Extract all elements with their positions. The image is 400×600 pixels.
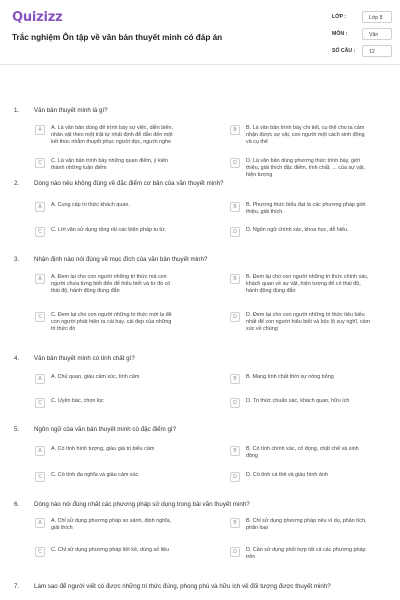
option-line: C. Lời văn sử dụng rộng rãi các biện pháp tu từ. xyxy=(51,227,167,233)
meta-label: LỚP : xyxy=(332,14,347,20)
option-letter-box: D xyxy=(230,227,240,237)
header-divider xyxy=(0,64,400,65)
option-line: thành những luận điểm xyxy=(51,165,107,172)
option-line: A. Cung cấp tri thức khách quan. xyxy=(51,202,130,208)
option-text xyxy=(51,274,170,296)
option-letter-box: B xyxy=(230,446,240,456)
option-text xyxy=(246,374,334,381)
option-line: thiệu, giải thích đặc điểm, tính chất, ... của sự vật, xyxy=(246,165,365,172)
option-line: hành động đúng đắn xyxy=(246,288,296,295)
option-letter-box: D xyxy=(230,398,240,408)
question-text: Nhận định nào nói đúng về mục đích của văn bản thuyết minh? xyxy=(34,256,208,263)
option-line: hiện tượng xyxy=(246,172,273,179)
option-letter-box: B xyxy=(230,518,240,528)
option-line: D. Ngôn ngữ chính xác, khoa học, dễ hiểu. xyxy=(246,227,349,233)
question-number: 3. xyxy=(14,256,20,263)
option-letter-box: C xyxy=(35,398,45,408)
question-number: 5. xyxy=(14,426,20,433)
option-letter-box: B xyxy=(230,274,240,284)
option-text xyxy=(51,374,139,381)
option-line: B. Mang tính chất thời sự nóng bỏng xyxy=(246,374,334,380)
question-text: Văn bản thuyết minh có tính chất gì? xyxy=(34,355,135,362)
option-text xyxy=(51,312,172,334)
option-line: giải thích xyxy=(51,525,73,532)
option-line: C. Đem lại cho con người những tri thức mới lạ để xyxy=(51,312,172,318)
meta-value: Văn xyxy=(362,28,392,40)
option-line: B. Đem lại cho con người những tri thức chính xác, xyxy=(246,274,369,280)
meta-row-subject xyxy=(332,28,390,42)
option-text xyxy=(246,446,359,460)
option-letter-box: B xyxy=(230,374,240,384)
option-line: kết thúc nhằm thuyết phục người đọc, người nghe xyxy=(51,139,172,146)
option-line: nhận được sự vật, con người một cách sinh động xyxy=(246,132,365,139)
meta-value: 12 xyxy=(362,45,392,57)
option-letter-box: B xyxy=(230,125,240,135)
option-line: A. Chỉ sử dụng phương pháp so sánh, định nghĩa, xyxy=(51,518,172,524)
option-text xyxy=(51,518,171,532)
option-text xyxy=(246,312,370,334)
option-line: và cụ thể xyxy=(246,139,268,146)
meta-panel xyxy=(332,11,390,62)
option-letter-box: A xyxy=(35,202,45,212)
meta-value: Lớp 8 xyxy=(362,11,392,23)
option-letter-box: C xyxy=(35,227,45,237)
option-line: C. Là văn bản trình bày những quan điểm, ý kiến xyxy=(51,158,168,164)
meta-row-grade xyxy=(332,11,390,25)
option-line: khách quan về sự vật, hiện tượng để có thái độ, xyxy=(246,281,361,288)
option-text xyxy=(246,518,366,532)
option-text xyxy=(246,227,349,234)
option-line: D. Có tính cá thể và giàu hình ảnh xyxy=(246,472,328,478)
option-line: C. Uyên bác, chọn lọc xyxy=(51,398,104,404)
option-letter-box: D xyxy=(230,158,240,168)
option-line: D. Cần sử dụng phối hợp tất cả các phương pháp xyxy=(246,547,366,553)
option-text xyxy=(51,446,154,453)
option-letter-box: D xyxy=(230,472,240,482)
option-line: A. Chủ quan, giàu cảm xúc, tình cảm xyxy=(51,374,140,380)
option-line: thái độ, hành động đúng đắn xyxy=(51,288,120,295)
option-letter-box: C xyxy=(35,158,45,168)
option-text xyxy=(51,398,104,405)
option-line: xúc về chúng xyxy=(246,326,278,333)
quizizz-logo: Quizizz xyxy=(12,10,63,25)
option-letter-box: A xyxy=(35,274,45,284)
option-line: B. Phương thức biểu đạt là các phương pháp giới xyxy=(246,202,366,208)
option-text xyxy=(246,472,328,479)
option-letter-box: D xyxy=(230,312,240,322)
question-text: Làm sao để người viết có được những tri thức đúng, phong phú và hữu ích về đối tượng được thuyết minh? xyxy=(34,583,331,590)
option-line: con người phát hiện ra cái hay, cái đẹp của những xyxy=(51,319,172,326)
option-letter-box: C xyxy=(35,547,45,557)
option-text xyxy=(51,158,168,172)
option-line: tri thức đó xyxy=(51,326,76,333)
option-line: phân loại xyxy=(246,525,268,532)
option-letter-box: B xyxy=(230,202,240,212)
option-line: D. Tri thức chuẩn xác, khách quan, hữu ích xyxy=(246,398,350,404)
option-line: B. Có tính chính xác, cô đọng, chặt chẽ và sinh xyxy=(246,446,359,452)
question-text: Văn bản thuyết minh là gì? xyxy=(34,107,108,114)
option-text xyxy=(51,202,130,209)
question-number: 2. xyxy=(14,180,20,187)
option-line: A. Có tính hình tượng, giàu giá trị biểu cảm xyxy=(51,446,155,452)
option-line: trên xyxy=(246,554,256,561)
option-letter-box: A xyxy=(35,446,45,456)
option-letter-box: C xyxy=(35,312,45,322)
option-letter-box: A xyxy=(35,125,45,135)
meta-row-count xyxy=(332,45,390,59)
option-line: C. Có tính đa nghĩa và giàu cảm xúc xyxy=(51,472,139,478)
question-number: 4. xyxy=(14,355,20,362)
option-text xyxy=(246,274,369,296)
option-line: A. Đem lại cho con người những tri thức mà con xyxy=(51,274,167,280)
option-line: D. Đem lại cho con người những tri thức tiêu biểu xyxy=(246,312,365,318)
question-number: 1. xyxy=(14,107,20,114)
option-line: B. Là văn bản trình bày chi tiết, cụ thể cho ta cảm xyxy=(246,125,365,131)
option-line: người chưa từng biết đến để hiểu biết và từ đó có xyxy=(51,281,171,288)
question-number: 6. xyxy=(14,501,20,508)
option-line: D. Là văn bản dùng phương thức trình bày, giới xyxy=(246,158,360,164)
option-letter-box: A xyxy=(35,374,45,384)
option-line: động xyxy=(246,453,258,460)
option-text xyxy=(51,227,166,234)
option-letter-box: D xyxy=(230,547,240,557)
option-text xyxy=(51,547,169,554)
option-line: nhất để con người hiểu biết và bộc lộ suy nghĩ, cảm xyxy=(246,319,371,326)
option-line: C. Chỉ sử dụng phương pháp liệt kê, dùng số liệu xyxy=(51,547,170,553)
question-text: Dòng nào nêu không đúng về đặc điểm cơ bản của văn thuyết minh? xyxy=(34,180,224,187)
question-text: Ngôn ngữ của văn bản thuyết minh có đặc điểm gì? xyxy=(34,426,177,433)
option-text xyxy=(246,398,349,405)
question-text: Dòng nào nói đúng nhất các phương pháp sử dụng trong bài văn thuyết minh? xyxy=(34,501,250,508)
option-text xyxy=(246,158,365,180)
option-text xyxy=(51,472,138,479)
option-line: B. Chỉ sử dụng phương pháp nêu ví dụ, phân tích, xyxy=(246,518,367,524)
option-line: thiệu, giải thích. xyxy=(246,209,284,216)
option-text xyxy=(246,202,365,216)
option-line: nhân vật theo một trật tự nhất định để dẫn đến một xyxy=(51,132,173,139)
header xyxy=(0,0,400,64)
meta-label: MÔN : xyxy=(332,31,348,37)
option-text xyxy=(246,125,365,147)
page-title: Trắc nghiệm Ôn tập về văn bản thuyết minh có đáp án xyxy=(12,33,223,42)
option-text xyxy=(246,547,365,561)
meta-label: SỐ CÂU : xyxy=(332,48,356,54)
option-letter-box: C xyxy=(35,472,45,482)
question-number: 7. xyxy=(14,583,20,590)
option-text xyxy=(51,125,173,147)
option-line: A. Là văn bản dùng để trình bày sự việc, diễn biến, xyxy=(51,125,173,131)
option-letter-box: A xyxy=(35,518,45,528)
